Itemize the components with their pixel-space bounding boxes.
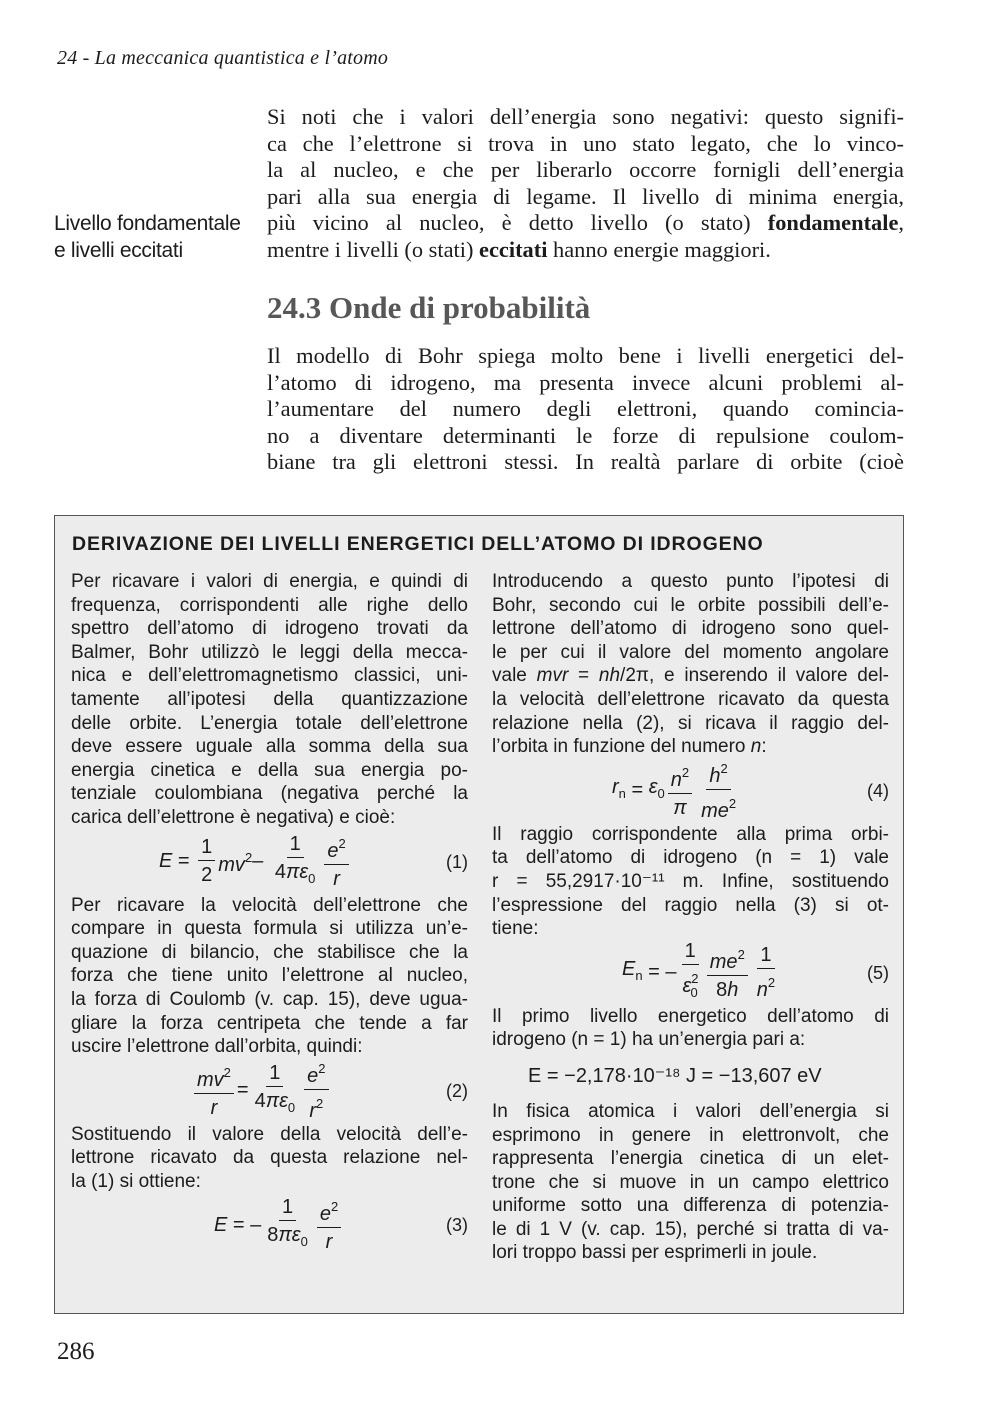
text-line: l’orbita in funzione del numero n: <box>492 736 767 758</box>
text-line: la forza di Coulomb (v. cap. 15), deve ugua- <box>71 988 468 1010</box>
box-right-column <box>492 570 889 1265</box>
text-line: le di 1 V (v. cap. 15), perché si tratta di va- <box>492 1218 889 1240</box>
equation-3: E = – $\frac{1}{8\pi\varepsilon_0}$ $\frac{e^2}{r}$ (3) <box>214 1196 468 1254</box>
text-line: tamente all’ipotesi della quantizzazione <box>71 688 468 710</box>
text-line: carica dell’elettrone è negativa) e cioè: <box>71 806 396 828</box>
text-line: lettrone ricavato da questa relazione nel- <box>71 1147 468 1169</box>
text-line: lori troppo bassi per esprimerli in joule. <box>492 1242 818 1264</box>
equation-number: (1) <box>446 851 468 872</box>
text-line: Per ricavare i valori di energia, e quindi di <box>71 571 468 592</box>
text-line: no a diventare determinanti le forze di repulsione coulom- <box>267 422 904 448</box>
text-line: quazione di bilancio, che stabilisce che la <box>71 941 468 963</box>
text-line: gliare la forza centripeta che tende a far <box>71 1012 468 1034</box>
text-line: tiene: <box>492 918 539 940</box>
text-line: forza che tiene unito l’elettrone al nucleo, <box>71 965 468 987</box>
text-segment: l’orbita in funzione del numero <box>492 736 751 758</box>
box-left-column <box>71 570 468 1257</box>
text-segment: vale <box>492 665 537 687</box>
text-line: r = 55,2917·10⁻¹¹ m. Infine, sostituendo <box>492 870 889 892</box>
text-segment: , e inserendo il valore del- <box>649 665 889 687</box>
text-segment: più vicino al nucleo, è detto livello (o stato) <box>267 210 768 235</box>
text-line: Il modello di Bohr spiega molto bene i livelli energetici del- <box>267 343 904 368</box>
text-line: relazione nella (2), si ricava il raggio del- <box>492 712 889 734</box>
text-line: Il primo livello energetico dell’atomo di <box>492 1005 889 1027</box>
derivation-box <box>54 515 904 1314</box>
text-line: Sostituendo il valore della velocità dell’e- <box>71 1123 468 1145</box>
text-line: Si noti che i valori dell’energia sono negativi: questo signifi- <box>267 104 904 129</box>
text-line <box>267 237 904 264</box>
text-line: Il raggio corrispondente alla prima orbi- <box>492 823 889 845</box>
equation-number: (5) <box>867 962 889 983</box>
text-line: biane tra gli elettroni stessi. In realtà parlare di orbite (cioè <box>267 449 904 474</box>
equation-5: $E_n$ = – $\frac{1}{\varepsilon^2_0}$ $\frac{me^2}{8h}$ $\frac{1}{n^2}$ (5) <box>622 940 889 1001</box>
equation-number: (2) <box>446 1080 468 1101</box>
equation-4: $r_n$ = $\varepsilon_0$ $\frac{n^2}{\pi}$ $\frac{h^2}{me^2}$ (4) <box>492 759 889 823</box>
text-line: deve essere uguale alla somma della sua <box>71 736 468 758</box>
text-line: lettrone dell’atomo di idrogeno sono quel- <box>492 618 889 640</box>
box-title: DERIVAZIONE DEI LIVELLI ENERGETICI DELL’ATOMO DI IDROGENO <box>72 533 764 555</box>
text-line: idrogeno (n = 1) ha un’energia pari a: <box>492 1029 806 1051</box>
text-line: tenziale coulombiana (negativa perché la <box>71 783 468 805</box>
text-line: Bohr, secondo cui le orbite possibili dell’e- <box>492 594 889 616</box>
equation-1: E = $\frac{1}{2}$ $mv^2$ – $\frac{1}{4\pi\varepsilon_0}$ $\frac{e^2}{r}$ (1) <box>159 832 468 890</box>
margin-note <box>54 210 259 264</box>
running-header: 24 - La meccanica quantistica e l’atomo <box>57 47 389 69</box>
equation-2: $\frac{mv^2}{r}$ = $\frac{1}{4\pi\varepsilon_0}$ $\frac{e^2}{r^2}$ (2) <box>71 1059 468 1123</box>
text-line: uniforme sotto una differenza di potenzia- <box>492 1195 889 1217</box>
text-line: la velocità dell’elettrone ricavato da questa <box>492 688 889 710</box>
equation-number: (3) <box>446 1215 468 1236</box>
term-fondamentale: fondamentale <box>767 210 899 235</box>
text-line: pari alla sua energia di legame. Il livello di minima energia, <box>267 183 904 209</box>
text-line: Introducendo a questo punto l’ipotesi di <box>492 571 889 592</box>
text-line: la (1) si ottiene: <box>71 1170 201 1192</box>
text-segment: , <box>898 210 904 235</box>
text-line: nica e dell’elettromagnetismo classici, uni- <box>71 665 468 687</box>
margin-note-line: e livelli eccitati <box>54 239 183 262</box>
text-line: Balmer, Bohr utilizzò le leggi della mecca- <box>71 641 468 663</box>
text-line: compare in questa formula si utilizza un’e- <box>71 918 468 940</box>
text-segment: mentre i livelli (o stati) <box>267 236 480 262</box>
page-number: 286 <box>57 1338 95 1365</box>
text-line: trone che si muove in un campo elettrico <box>492 1171 889 1193</box>
text-line: ta dell’atomo di idrogeno (n = 1) vale <box>492 847 889 869</box>
text-line: delle orbite. L’energia totale dell’elettrone <box>71 712 468 734</box>
text-line: uscire l’elettrone dall’orbita, quindi: <box>71 1036 363 1058</box>
text-line: spettro dell’atomo di idrogeno trovati da <box>71 618 468 640</box>
equation-number: (4) <box>867 780 889 801</box>
text-line: vale mvr = nh/2π, e inserendo il valore del- <box>492 665 889 687</box>
text-line: l’atomo di idrogeno, ma presenta invece alcuni problemi al- <box>267 369 904 395</box>
text-line: esprimono in genere in elettronvolt, che <box>492 1124 889 1146</box>
paragraph-probability-waves <box>267 343 904 476</box>
section-title: 24.3 Onde di probabilità <box>267 290 591 325</box>
text-line: l’espressione del raggio nella (3) si ot- <box>492 894 889 916</box>
text-line: frequenza, corrispondenti alle righe dello <box>71 594 468 616</box>
text-line: In fisica atomica i valori dell’energia si <box>492 1100 889 1122</box>
paragraph-energy-levels <box>267 104 904 263</box>
text-line: ca che l’elettrone si trova in uno stato legato, che lo vinco- <box>267 130 904 156</box>
term-eccitati: eccitati <box>479 236 548 262</box>
text-line: Per ricavare la velocità dell’elettrone che <box>71 894 468 916</box>
margin-note-line: Livello fondamentale <box>54 212 241 235</box>
text-line: energia cinetica e della sua energia po- <box>71 759 468 781</box>
text-segment: hanno energie maggiori. <box>547 236 771 262</box>
text-line: rappresenta l’energia cinetica di un elet- <box>492 1148 889 1170</box>
text-line <box>267 210 904 237</box>
energy-value: E = −2,178·10⁻¹⁸ J = −13,607 eV <box>528 1064 822 1087</box>
text-line: le per cui il valore del momento angolare <box>492 641 889 663</box>
text-line: l’aumentare del numero degli elettroni, quando comincia- <box>267 396 904 421</box>
text-line: la al nucleo, e che per liberarlo occorre fornigli dell’energia <box>267 157 904 182</box>
